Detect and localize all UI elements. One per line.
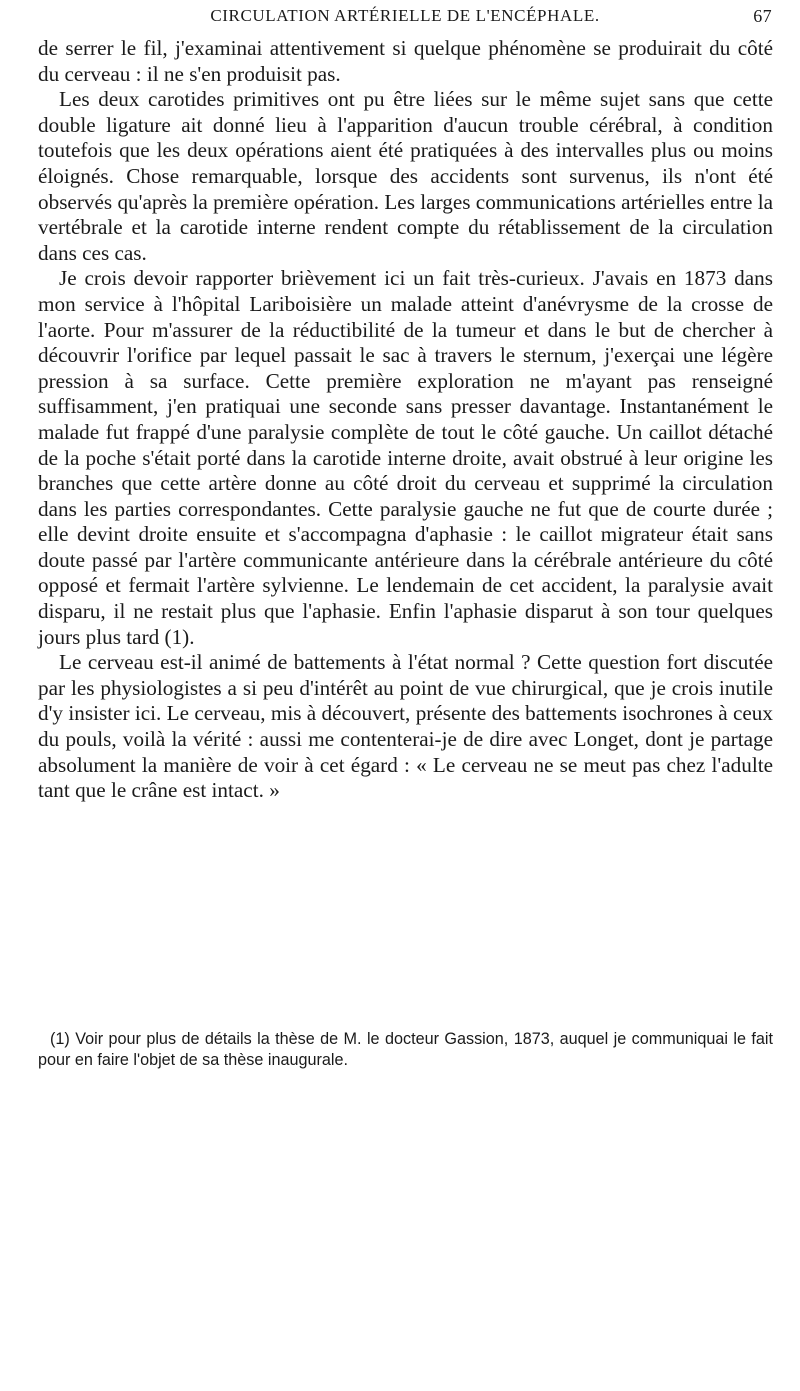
running-title: CIRCULATION ARTÉRIELLE DE L'ENCÉPHALE. [210,6,600,25]
paragraph-continuation: de serrer le fil, j'examinai attentivement si quelque phénomène se produirait du côté du cerveau : il ne s'en produisit pas. [38,36,773,86]
paragraph-case-report: Je crois devoir rapporter brièvement ici un fait très-curieux. J'avais en 1873 dans mon service à l'hôpital Lariboisière un malade atteint d'anévrysme de la crosse de l'aorte. Pour m'assurer de la réductibilité de la tumeur et dans le but de chercher à découvrir l'orifice par lequel passait le sac à travers le sternum, j'exerçai une légère pression à sa surface. Cette première exploration ne m'ayant pas renseigné suffisamment, j'en pratiquai une seconde sans presser davantage. Instantanément le malade fut frappé d'une paralysie complète de tout le côté gauche. Un caillot détaché de la poche s'était porté dans la carotide interne droite, avait obstrué à leur origine les branches que cette artère donne au côté droit du cerveau et supprimé la circulation dans les parties correspondantes. Cette paralysie gauche ne fut que de courte durée ; elle devint droite ensuite et s'accompagna d'aphasie : le caillot migrateur était sans doute passé par l'artère communicante antérieure dans la cérébrale antérieure du côté opposé et fermait l'artère sylvienne. Le lendemain de cet accident, la paralysie avait disparu, il ne restait plus que l'aphasie. Enfin l'aphasie disparut à son tour quelques jours plus tard (1). [38,266,773,649]
paragraph-brain-pulsation: Le cerveau est-il animé de battements à l'état normal ? Cette question fort discutée par les physiologistes a si peu d'intérêt au point de vue chirurgical, que je crois inutile d'y insister ici. Le cerveau, mis à découvert, présente des battements isochrones à ceux du pouls, voilà la vérité : aussi me contenterai-je de dire avec Longet, dont je partage absolument la manière de voir à cet égard : « Le cerveau ne se meut pas chez l'adulte tant que le crâne est intact. » [38,650,773,803]
footnote-text: (1) Voir pour plus de détails la thèse de M. le docteur Gassion, 1873, auquel je communiquai le fait pour en faire l'objet de sa thèse inaugurale. [38,1030,773,1069]
paragraph-carotid-ligature: Les deux carotides primitives ont pu être liées sur le même sujet sans que cette double ligature ait donné lieu à l'apparition d'aucun trouble cérébral, à condition toutefois que les deux opérations aient été pratiquées à des intervalles plus ou moins éloignés. Chose remarquable, lorsque des accidents sont survenus, ils n'ont été observés qu'après la première opération. Les larges communications artérielles entre la vertébrale et la carotide interne rendent compte du rétablissement de la circulation dans ces cas. [38,87,773,265]
running-header [38,4,772,32]
body-text [38,36,773,804]
page-number: 67 [753,6,772,26]
footnote [38,1029,773,1071]
